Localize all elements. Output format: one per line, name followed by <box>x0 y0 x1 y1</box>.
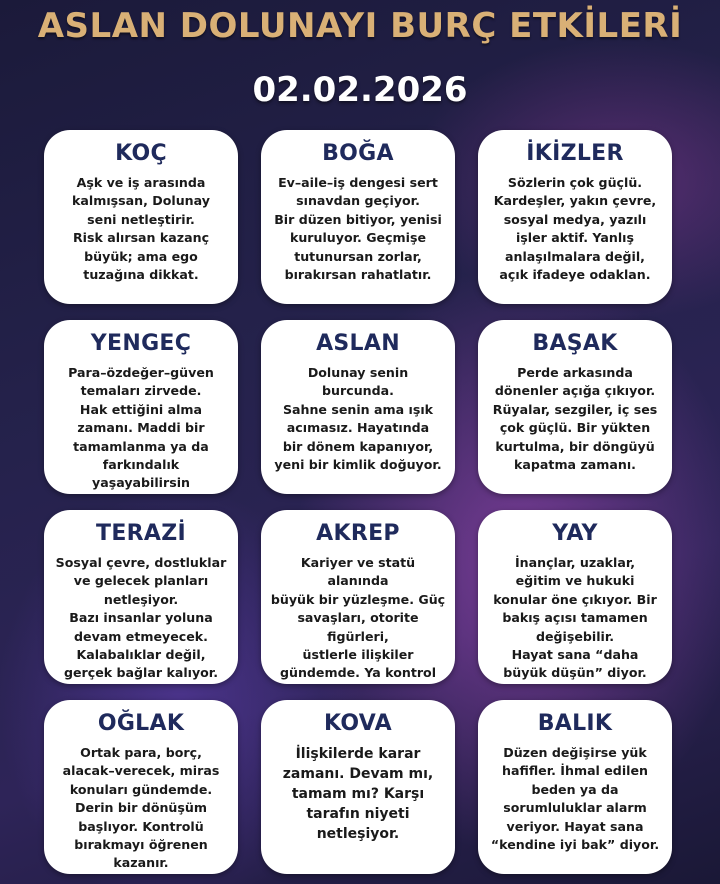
page-title: ASLAN DOLUNAYI BURÇ ETKİLERİ <box>37 6 683 46</box>
card-aslan <box>261 320 455 494</box>
sign-description: Sosyal çevre, dostluklar ve gelecek planları netleşiyor. Bazı insanlar yoluna devam etmeyecek. Kalabalıklar değil, gerçek bağlar kalıyor. <box>55 555 227 681</box>
card-boga <box>261 130 455 304</box>
sign-description: Ortak para, borç, alacak–verecek, miras konuları gündemde. Derin bir dönüşüm başlıyor. Kontrolü bırakmayı öğrenen kazanır. <box>62 745 220 871</box>
sign-title: İKİZLER <box>526 141 624 166</box>
sign-title: YAY <box>552 521 598 546</box>
card-oglak <box>44 700 238 874</box>
sign-description: Kariyer ve statü alanında büyük bir yüzleşme. Güç savaşları, otorite figürleri, üstlerle ilişkiler gündemde. Ya kontrol <box>270 555 446 681</box>
sign-title: BOĞA <box>322 141 394 166</box>
sign-title: KOVA <box>324 711 392 736</box>
card-yay <box>478 510 672 684</box>
sign-description: Perde arkasında dönenler açığa çıkıyor. Rüyalar, sezgiler, iç ses çok güçlü. Bir yükten kurtulma, bir döngüyü kapatma zamanı. <box>492 365 658 473</box>
sign-description: Sözlerin çok güçlü. Kardeşler, yakın çevre, sosyal medya, yazılı işler aktif. Yanlış anlaşılmalara değil, açık ifadeye odaklan. <box>493 175 657 283</box>
card-basak <box>478 320 672 494</box>
sign-description: Ev–aile–iş dengesi sert sınavdan geçiyor. Bir düzen bitiyor, yenisi kuruluyor. Geçmişe tutunursan zorlar, bırakırsan rahatlatır. <box>274 175 442 283</box>
date-heading: 02.02.2026 <box>252 70 468 110</box>
horoscope-grid <box>44 130 672 874</box>
sign-description: Düzen değişirse yük hafifler. İhmal edilen beden ya da sorumluluklar alarm veriyor. Hayat sana “kendine iyi bak” diyor. <box>490 745 660 853</box>
card-kova <box>261 700 455 874</box>
card-terazi <box>44 510 238 684</box>
sign-description: İlişkilerde karar zamanı. Devam mı, tamam mı? Karşı tarafın niyeti netleşiyor. <box>282 746 434 842</box>
sign-title: ASLAN <box>316 331 400 356</box>
sign-description: Aşk ve iş arasında kalmışsan, Dolunay seni netleştirir. Risk alırsan kazanç büyük; ama ego tuzağına dikkat. <box>72 175 210 283</box>
sign-title: BALIK <box>537 711 613 736</box>
card-ikizler <box>478 130 672 304</box>
sign-description: İnançlar, uzaklar, eğitim ve hukuki konular öne çıkıyor. Bir bakış açısı tamamen değişebilir. Hayat sana “daha büyük düşün” diyor. <box>493 555 657 681</box>
sign-title: YENGEÇ <box>90 331 192 356</box>
sign-title: OĞLAK <box>97 711 185 736</box>
sign-title: AKREP <box>316 521 400 546</box>
card-balik <box>478 700 672 874</box>
sign-description: Para–özdeğer–güven temaları zirvede. Hak ettiğini alma zamanı. Maddi bir tamamlanma ya da farkındalık yaşayabilirsin <box>68 365 214 491</box>
card-koc <box>44 130 238 304</box>
card-yengec <box>44 320 238 494</box>
card-akrep <box>261 510 455 684</box>
sign-title: BAŞAK <box>532 331 618 356</box>
sign-title: KOÇ <box>115 141 167 166</box>
sign-description: Dolunay senin burcunda. Sahne senin ama ışık acımasız. Hayatında bir dönem kapanıyor, yeni bir kimlik doğuyor. <box>274 365 442 473</box>
sign-title: TERAZİ <box>96 521 186 546</box>
